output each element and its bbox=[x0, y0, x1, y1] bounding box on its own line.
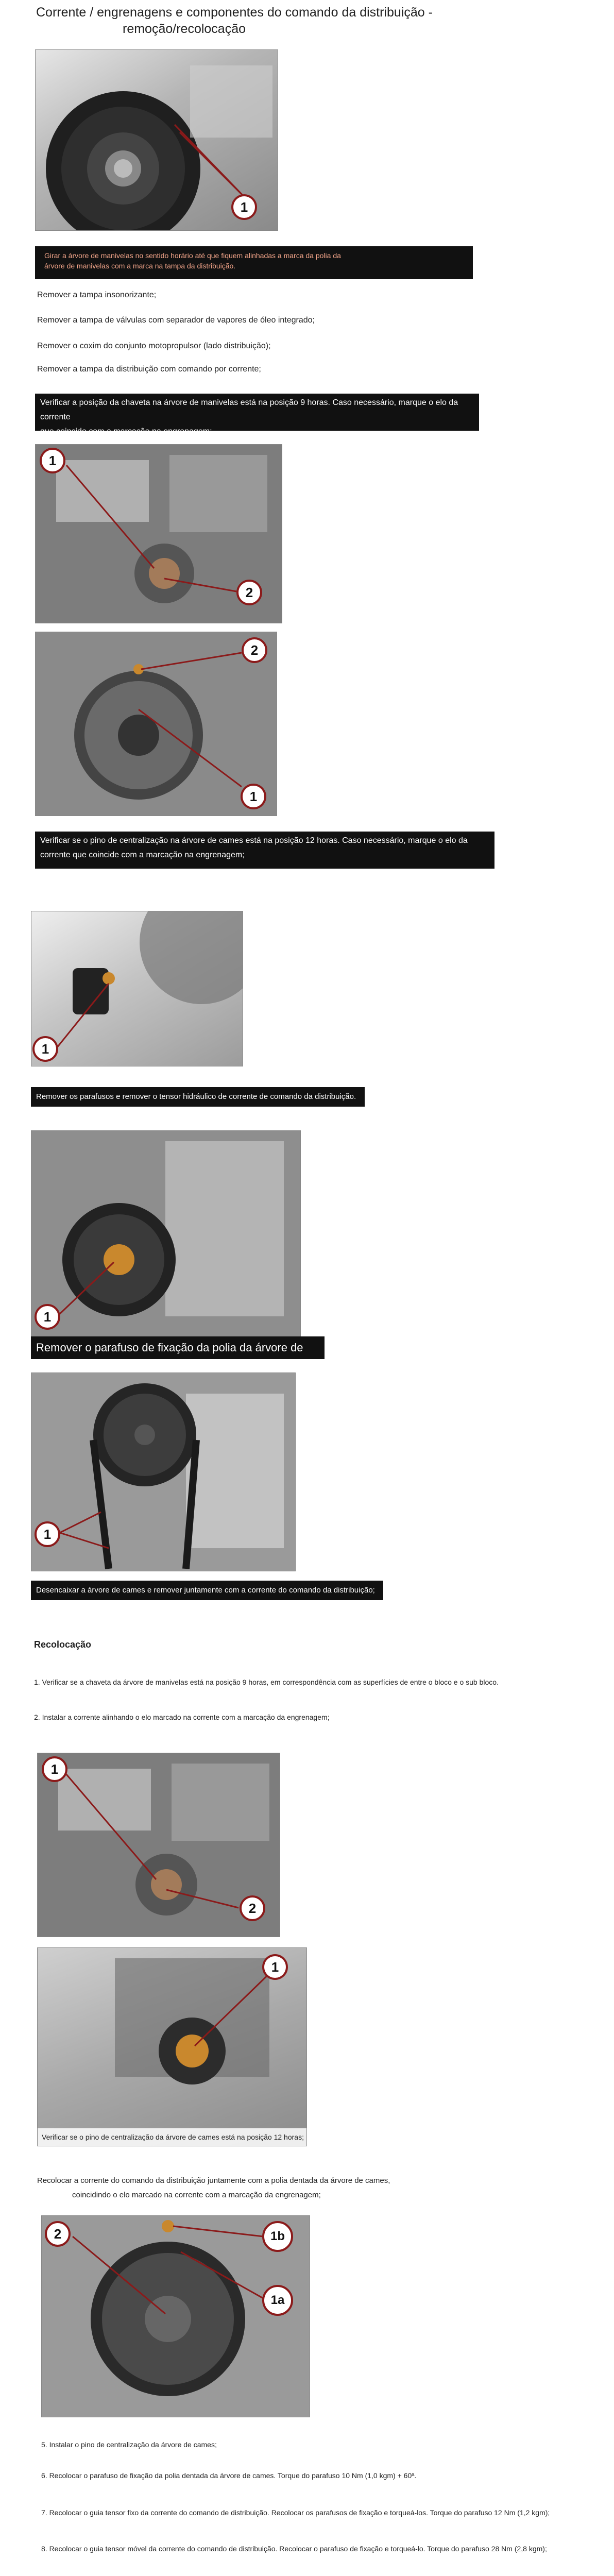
callout-1b: 1b bbox=[262, 2221, 293, 2252]
install-step-3-line2: coincidindo o elo marcado na corrente com a marcação da engrenagem; bbox=[72, 2191, 321, 2199]
note-crank-rotation-line2: árvore de manivelas com a marca na tampa da distribuição. bbox=[44, 262, 236, 270]
install-step-6: 6. Recolocar o parafuso de fixação da polia dentada da árvore de cames. Torque do parafuso 10 Nm (1,0 kgm) + 60ª. bbox=[41, 2471, 417, 2480]
install-step-1: 1. Verificar se a chaveta da árvore de manivelas está na posição 9 horas, em correspondência com as superfícies de entre o bloco e o sub bloco. bbox=[34, 1678, 499, 1686]
cam-chain-photo bbox=[31, 1372, 296, 1571]
callout-1: 1 bbox=[32, 1036, 58, 1062]
installation-heading: Recolocação bbox=[34, 1639, 92, 1650]
callout-1a: 1a bbox=[262, 2285, 293, 2316]
install-step-8: 8. Recolocar o guia tensor móvel da corrente do comando de distribuição. Recolocar o parafuso de fixação e torqueá-lo. Torque do parafuso 28 Nm (2,8 kgm); bbox=[41, 2545, 547, 2553]
page-title: Corrente / engrenagens e componentes do comando da distribuição - bbox=[36, 5, 433, 20]
note-cam-pin-line1: Verificar se o pino de centralização na árvore de cames está na posição 12 horas. Caso necessário, marque o elo da bbox=[40, 836, 468, 845]
step-remove-timing-cover: Remover a tampa da distribuição com comando por corrente; bbox=[37, 365, 261, 374]
note-cam-pin-position bbox=[35, 832, 494, 869]
note-crank-rotation-line1: Girar a árvore de manivelas no sentido horário até que fiquem alinhadas a marca da polia da bbox=[44, 251, 341, 260]
callout-1: 1 bbox=[231, 194, 257, 220]
install-chain-photo bbox=[41, 2215, 310, 2417]
step-remove-valve-cover: Remover a tampa de válvulas com separador de vapores de óleo integrado; bbox=[37, 316, 315, 325]
install-step-5: 5. Instalar o pino de centralização da árvore de cames; bbox=[41, 2441, 217, 2449]
page-subtitle: remoção/recolocação bbox=[123, 22, 246, 36]
crankshaft-pulley-photo bbox=[35, 49, 278, 231]
note-crank-rotation bbox=[35, 246, 473, 279]
cam-pulley-bolt-photo bbox=[31, 1130, 301, 1337]
note-crank-key-line2: que coincide com a marcação na engrenagem; bbox=[40, 427, 212, 436]
callout-1: 1 bbox=[35, 1304, 60, 1330]
callout-2: 2 bbox=[45, 2221, 71, 2247]
step-remove-mount: Remover o coxim do conjunto motopropulsor (lado distribuição); bbox=[37, 342, 271, 350]
install-crank-gear-photo bbox=[37, 1753, 280, 1937]
step-remove-cover: Remover a tampa insonorizante; bbox=[37, 291, 157, 299]
note-crank-key-position bbox=[35, 394, 479, 436]
callout-2: 2 bbox=[240, 1895, 265, 1921]
callout-2: 2 bbox=[242, 637, 267, 663]
tensioner-photo bbox=[31, 911, 243, 1066]
callout-2: 2 bbox=[236, 580, 262, 605]
crank-gear-photo bbox=[35, 444, 282, 623]
install-step-7: 7. Recolocar o guia tensor fixo da corrente do comando de distribuição. Recolocar os parafusos de fixação e torqueá-los. Torque do parafuso 12 Nm (1,2 kgm); bbox=[41, 2509, 550, 2517]
cam-pin-caption: Verificar se o pino de centralização da árvore de cames está na posição 12 horas; bbox=[38, 2128, 306, 2146]
callout-1: 1 bbox=[35, 1521, 60, 1547]
cam-gear-photo bbox=[35, 632, 277, 816]
callout-1: 1 bbox=[42, 1756, 67, 1782]
note-remove-tensioner: Remover os parafusos e remover o tensor hidráulico de corrente de comando da distribuição. bbox=[31, 1087, 365, 1107]
note-cam-pin-line2: corrente que coincide com a marcação na engrenagem; bbox=[40, 851, 245, 859]
install-cam-pin-photo bbox=[37, 1947, 307, 2146]
install-step-2: 2. Instalar a corrente alinhando o elo marcado na corrente com a marcação da engrenagem; bbox=[34, 1713, 330, 1721]
callout-1: 1 bbox=[262, 1954, 288, 1980]
note-remove-camshaft: Desencaixar a árvore de cames e remover juntamente com a corrente do comando da distribuição; bbox=[31, 1581, 383, 1600]
note-remove-pulley-bolt: Remover o parafuso de fixação da polia da árvore de cames; bbox=[31, 1336, 325, 1359]
callout-1: 1 bbox=[40, 448, 65, 473]
note-crank-key-line1: Verificar a posição da chaveta na árvore de manivelas está na posição 9 horas. Caso necessário, marque o elo da corrente bbox=[40, 398, 458, 421]
install-step-3-line1: Recolocar a corrente do comando da distribuição juntamente com a polia dentada da árvore de cames, bbox=[37, 2176, 390, 2185]
callout-1: 1 bbox=[241, 784, 266, 809]
